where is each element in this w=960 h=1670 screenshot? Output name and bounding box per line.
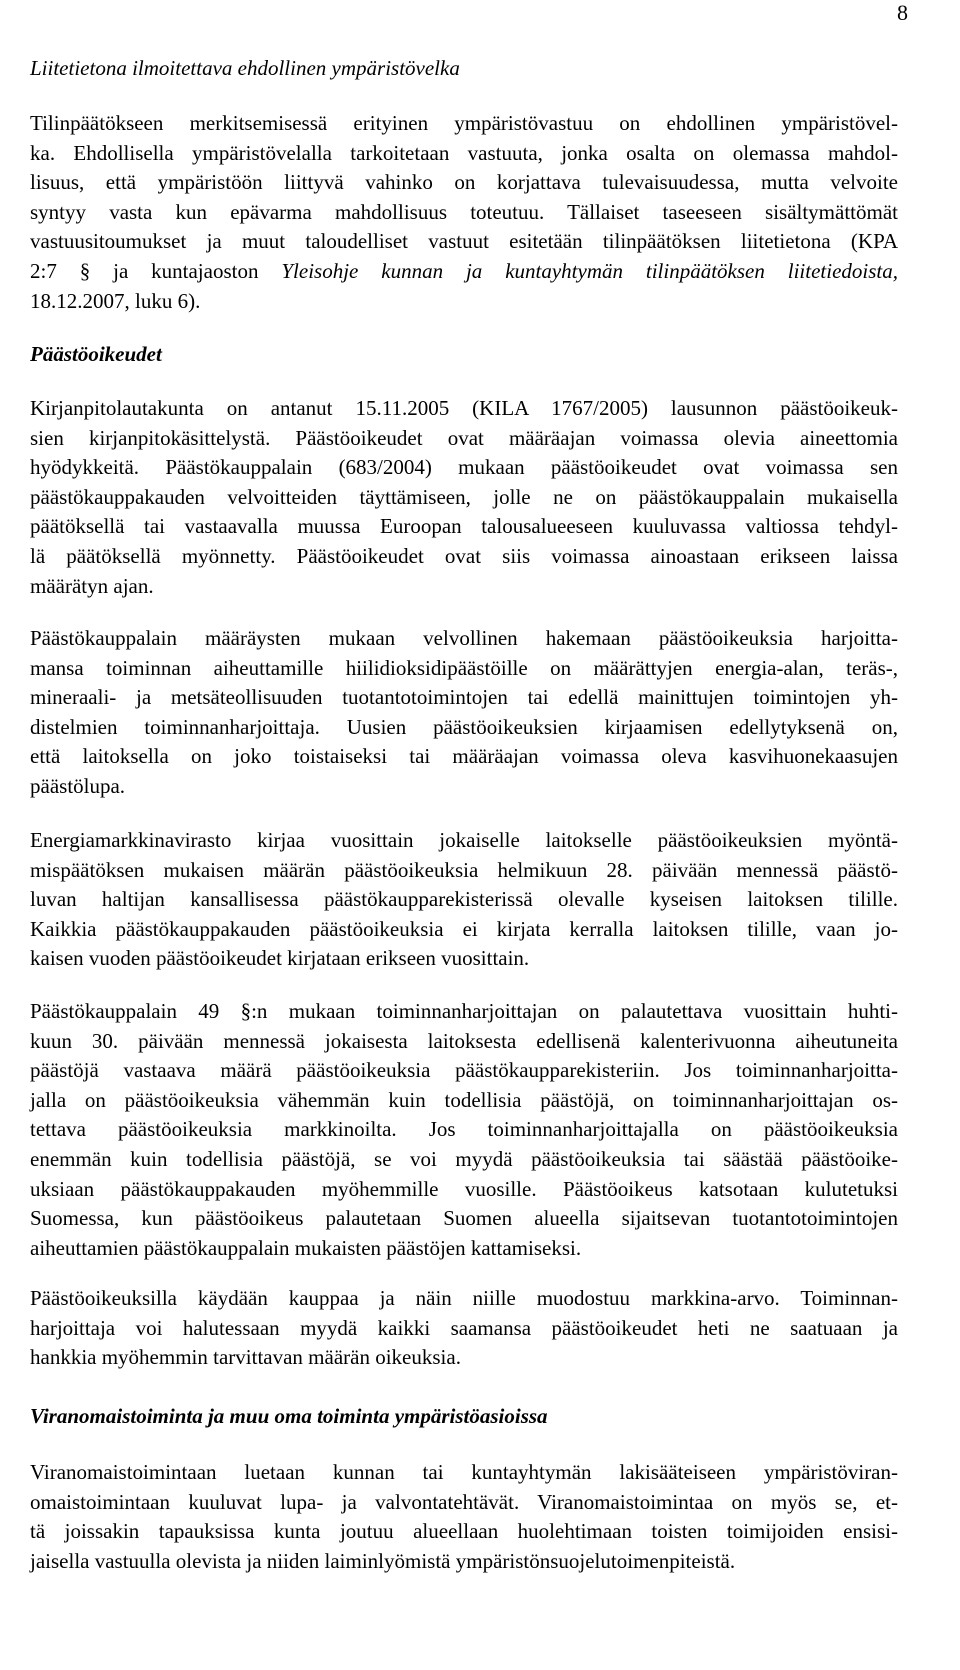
text-line: lä päätöksellä myönnetty. Päästöoikeudet ovat siis voimassa ainoastaan erikseen laissa [30, 543, 898, 568]
text-line: enemmän kuin todellisia päästöjä, se voi myydä päästöoikeuksia tai säästää päästöoike- [30, 1146, 898, 1171]
text-line: 18.12.2007, luku 6). [30, 288, 201, 313]
text-line: sien kirjanpitokäsittelystä. Päästöoikeudet ovat määräajan voimassa olevia aineettomia [30, 425, 898, 450]
page-number: 8 [897, 0, 908, 25]
text-line: harjoittaja voi halutessaan myydä kaikki saamansa päästöoikeudet heti ne saatuaan ja [30, 1315, 898, 1340]
section-heading-authority-activities: Viranomaistoiminta ja muu oma toiminta ympäristöasioissa [30, 1404, 548, 1428]
text-line: mispäätöksen mukaisen määrän päästöoikeuksia helmikuun 28. päivään mennessä päästö- [30, 857, 898, 882]
text-line: kaisen vuoden päästöoikeudet kirjataan erikseen vuosittain. [30, 946, 530, 971]
text-line: Suomessa, kun päästöoikeus palautetaan Suomen alueella sijaitsevan tuotantotoimintojen [30, 1206, 898, 1231]
text-line: hyödykkeitä. Päästökauppalain (683/2004) mukaan päästöoikeudet ovat voimassa sen [30, 455, 898, 480]
text-line: Päästökauppalain määräysten mukaan velvollinen hakemaan päästöoikeuksia harjoitta- [30, 626, 898, 650]
text-line: lisuus, että ympäristöön liittyvä vahinko on korjattava tulevaisuudessa, mutta velvoite [30, 170, 898, 195]
text-line: hankkia myöhemmin tarvittavan määrän oikeuksia. [30, 1345, 461, 1370]
text-line: määrätyn ajan. [30, 573, 154, 598]
text-line: Kirjanpitolautakunta on antanut 15.11.2005 (KILA 1767/2005) lausunnon päästöoikeuk- [30, 396, 898, 420]
text-line: päätöksellä tai vastaavalla muussa Euroopan talousalueeseen kuuluvassa valtiossa tehdyl- [30, 514, 898, 539]
text-line: päästöjä vastaava määrä päästöoikeuksia päästökaupparekisteriin. Jos toiminnanharjoitta- [30, 1058, 898, 1083]
text-line: omaistoimintaan kuuluvat lupa- ja valvontatehtävät. Viranomaistoimintaa on myös se, et- [30, 1489, 898, 1514]
paragraph-contingent-liability [30, 109, 898, 316]
text-line: tettava päästöoikeuksia markkinoilta. Jos toiminnanharjoittajalla on päästöoikeuksia [30, 1117, 898, 1142]
text-line: jaisella vastuulla olevista ja niiden laiminlyömistä ympäristönsuojelutoimenpiteistä. [30, 1548, 736, 1573]
text-line: päästökauppakauden velvoitteiden täyttämiseen, jolle ne on päästökauppalain mukaisella [30, 484, 898, 509]
text-line: Päästökauppalain 49 §:n mukaan toiminnanharjoittajan on palautettava vuosittain huhti- [30, 999, 898, 1023]
section-heading-contingent-liability: Liitetietona ilmoitettava ehdollinen ympäristövelka [30, 56, 460, 80]
section-heading-emission-rights: Päästöoikeudet [30, 342, 162, 366]
text-line: Kaikkia päästökauppakauden päästöoikeuksia ei kirjata kerralla laitoksen tilille, vaan jo- [30, 916, 898, 941]
text-line: luvan haltijan kansallisessa päästökaupparekisterissä olevalle kyseisen laitoksen tilille. [30, 887, 898, 912]
text-line: Tilinpäätökseen merkitsemisessä erityinen ympäristövastuu on ehdollinen ympäristövel- [30, 111, 898, 135]
text-line: mineraali- ja metsäteollisuuden tuotantotoimintojen tai edellä mainittujen toimintojen yh- [30, 685, 898, 710]
text-line: aiheuttamien päästökauppalain mukaisten päästöjen kattamiseksi. [30, 1235, 582, 1260]
text-line: kuun 30. päivään mennessä jokaisesta laitoksesta edellisenä kalenterivuonna aiheutuneita [30, 1028, 898, 1053]
text-line: distelmien toiminnanharjoittaja. Uusien päästöoikeuksien kirjaamisen edellytyksenä on, [30, 714, 898, 739]
paragraph-emission-rights-1 [30, 394, 898, 601]
paragraph-authority-activities [30, 1458, 898, 1576]
text-line: vastuusitoumukset ja muut taloudelliset vastuut esitetään tilinpäätöksen liitetietona (KPA [30, 229, 898, 254]
text-line: Viranomaistoimintaan luetaan kunnan tai kuntayhtymän lakisääteiseen ympäristöviran- [30, 1460, 898, 1484]
text-line: ka. Ehdollisella ympäristövelalla tarkoitetaan vastuuta, jonka osalta on olemassa mahdol- [30, 140, 898, 165]
paragraph-emission-rights-5 [30, 1284, 898, 1373]
paragraph-emission-rights-4 [30, 997, 898, 1263]
text-line: syntyy vasta kun epävarma mahdollisuus toteutuu. Tällaiset taseeseen sisältymättömät [30, 199, 898, 224]
text-line: päästölupa. [30, 773, 126, 798]
paragraph-emission-rights-3 [30, 826, 898, 974]
text-line: 2:7 § ja kuntajaoston Yleisohje kunnan ja kuntayhtymän tilinpäätöksen liitetiedoista, [30, 258, 898, 283]
paragraph-emission-rights-2 [30, 624, 898, 802]
text-line: mansa toiminnan aiheuttamille hiilidioksidipäästöille on määrättyjen energia-alan, teräs-, [30, 655, 898, 680]
text-line: Päästöoikeuksilla käydään kauppaa ja näin niille muodostuu markkina-arvo. Toiminnan- [30, 1286, 898, 1310]
text-line: Energiamarkkinavirasto kirjaa vuosittain jokaiselle laitokselle päästöoikeuksien myöntä- [30, 828, 898, 852]
text-line: että laitoksella on joko toistaiseksi tai määräajan voimassa oleva kasvihuonekaasujen [30, 744, 898, 769]
text-line: uksiaan päästökauppakauden myöhemmille vuosille. Päästöoikeus katsotaan kulutetuksi [30, 1176, 898, 1201]
text-line: tä joissakin tapauksissa kunta joutuu alueellaan huolehtimaan toisten toimijoiden ensisi- [30, 1519, 898, 1544]
text-line: jalla on päästöoikeuksia vähemmän kuin todellisia päästöjä, on toiminnanharjoittajan os- [30, 1087, 898, 1112]
